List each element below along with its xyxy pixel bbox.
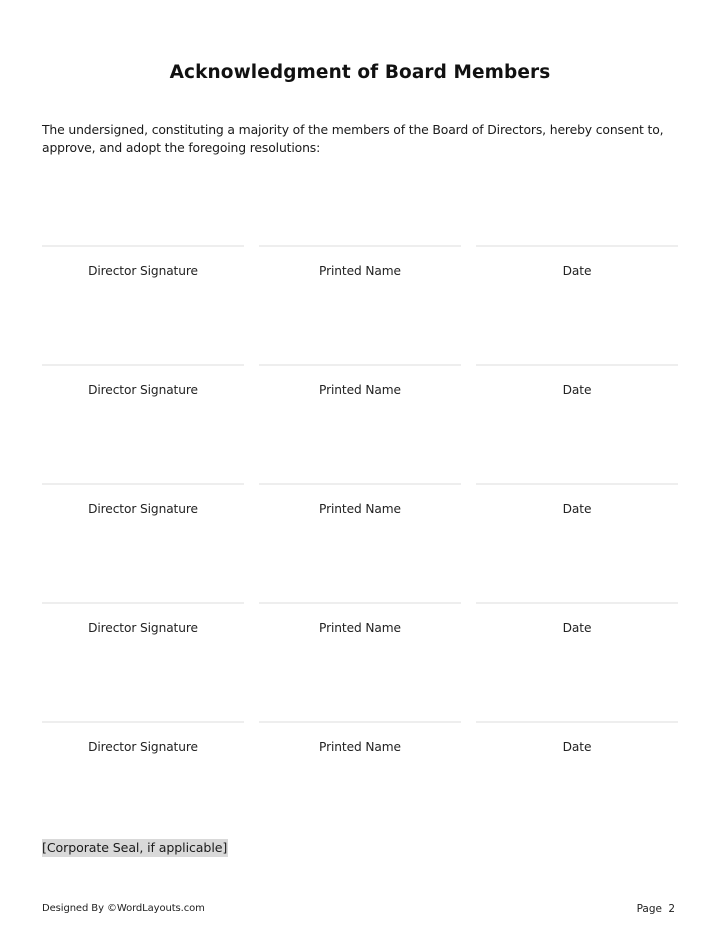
date-label: Date — [562, 621, 592, 635]
signature-row — [42, 721, 678, 761]
date-line — [476, 602, 678, 604]
date-field[interactable] — [476, 245, 678, 278]
printed-name-field[interactable] — [259, 721, 461, 754]
signature-label: Director Signature — [88, 264, 198, 278]
signature-row — [42, 245, 678, 285]
signature-line — [42, 602, 244, 604]
signature-line — [42, 721, 244, 723]
printed-name-label: Printed Name — [319, 740, 401, 754]
date-label: Date — [562, 383, 592, 397]
printed-name-label: Printed Name — [319, 621, 401, 635]
signature-field[interactable] — [42, 483, 244, 516]
printed-name-line — [259, 245, 461, 247]
printed-name-line — [259, 602, 461, 604]
signature-field[interactable] — [42, 721, 244, 754]
printed-name-line — [259, 721, 461, 723]
signature-row — [42, 483, 678, 523]
corporate-seal-placeholder[interactable]: [Corporate Seal, if applicable] — [42, 840, 228, 855]
printed-name-label: Printed Name — [319, 383, 401, 397]
date-field[interactable] — [476, 483, 678, 516]
printed-name-field[interactable] — [259, 364, 461, 397]
printed-name-label: Printed Name — [319, 264, 401, 278]
date-line — [476, 364, 678, 366]
date-field[interactable] — [476, 602, 678, 635]
date-line — [476, 245, 678, 247]
footer-credit: Designed By ©WordLayouts.com — [42, 903, 205, 914]
date-line — [476, 721, 678, 723]
printed-name-line — [259, 483, 461, 485]
signature-line — [42, 483, 244, 485]
signature-field[interactable] — [42, 602, 244, 635]
date-field[interactable] — [476, 721, 678, 754]
signature-row — [42, 602, 678, 642]
signature-row — [42, 364, 678, 404]
intro-paragraph: The undersigned, constituting a majority of the members of the Board of Directors, hereby consent to, approve, and adopt the foregoing resolutions: — [42, 122, 664, 155]
date-label: Date — [562, 264, 592, 278]
printed-name-line — [259, 364, 461, 366]
signature-label: Director Signature — [88, 621, 198, 635]
date-label: Date — [562, 502, 592, 516]
page-number: Page 2 — [636, 903, 675, 915]
document-title: Acknowledgment of Board Members — [169, 62, 551, 83]
signature-label: Director Signature — [88, 502, 198, 516]
signature-label: Director Signature — [88, 383, 198, 397]
signature-line — [42, 364, 244, 366]
date-label: Date — [562, 740, 592, 754]
signature-label: Director Signature — [88, 740, 198, 754]
date-field[interactable] — [476, 364, 678, 397]
printed-name-field[interactable] — [259, 245, 461, 278]
printed-name-field[interactable] — [259, 602, 461, 635]
printed-name-label: Printed Name — [319, 502, 401, 516]
signature-line — [42, 245, 244, 247]
date-line — [476, 483, 678, 485]
signature-field[interactable] — [42, 364, 244, 397]
printed-name-field[interactable] — [259, 483, 461, 516]
signature-field[interactable] — [42, 245, 244, 278]
